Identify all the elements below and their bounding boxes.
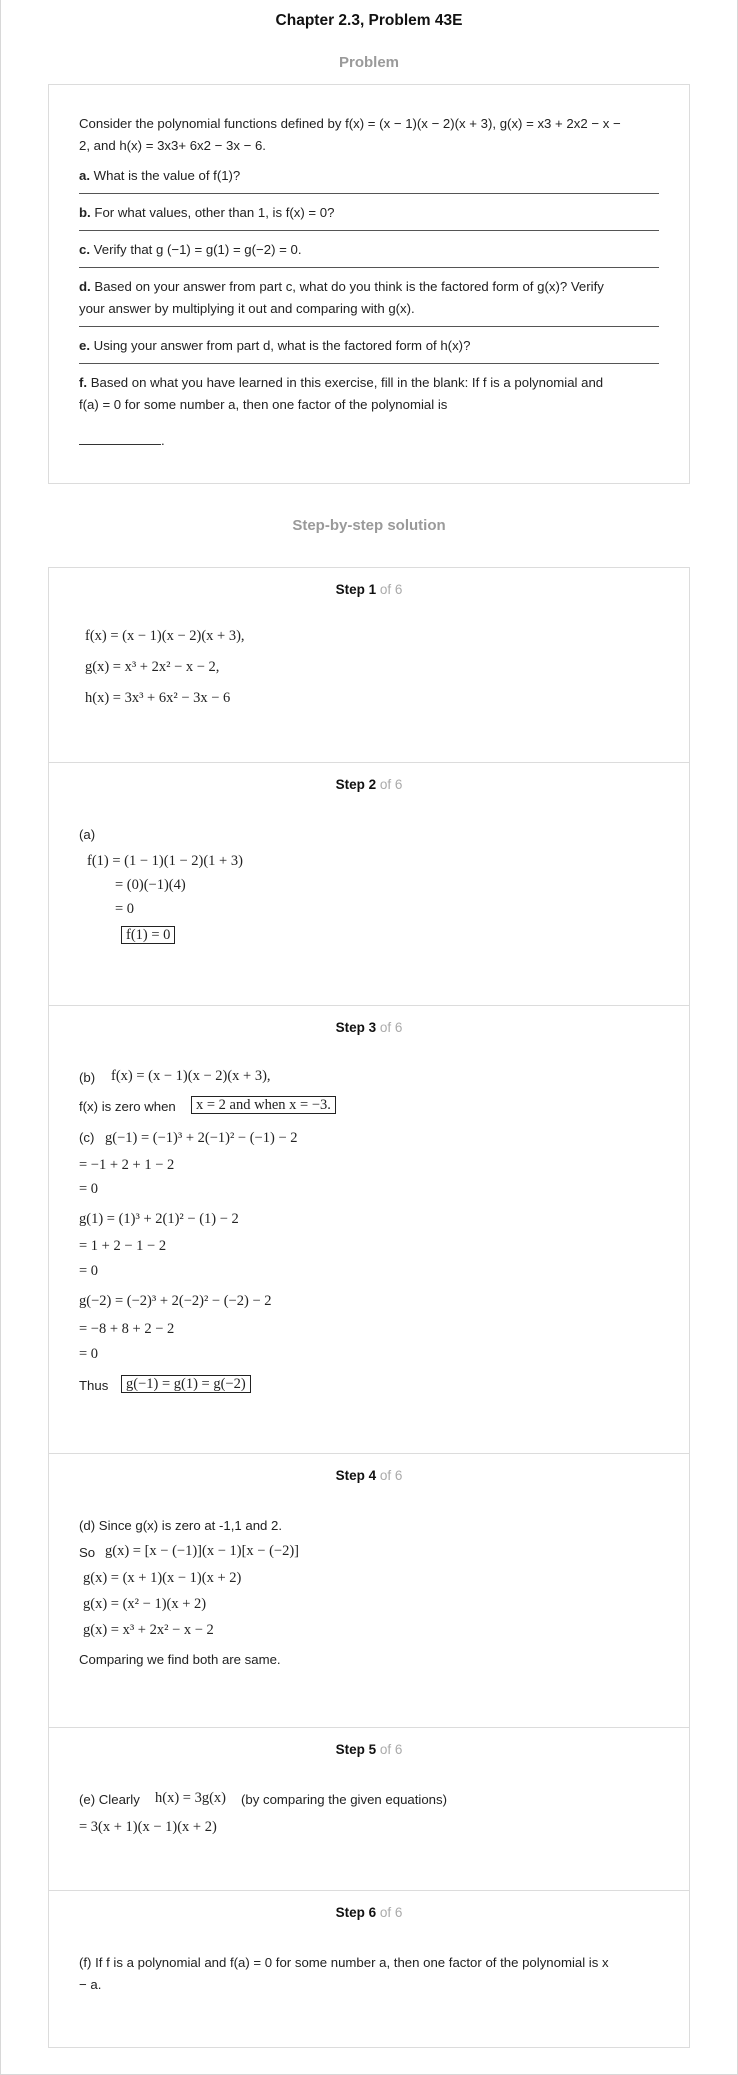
c-line-4: g(1) = (1)³ + 2(1)² − (1) − 2 (79, 1211, 239, 1227)
step-label: Step 3 (335, 1020, 377, 1035)
part-label: c. (79, 242, 90, 257)
step-2-header (79, 763, 659, 792)
part-text-line-2: your answer by multiplying it out and comparing with g(x). (79, 301, 415, 316)
step-count: of 6 (379, 1020, 403, 1035)
step-label: Step 2 (335, 777, 377, 792)
zero-text: f(x) is zero when (79, 1099, 176, 1114)
problem-heading: Problem (338, 54, 399, 71)
step-5-line-2: = 3(x + 1)(x − 1)(x + 2) (79, 1819, 217, 1835)
part-text: Verify that g (−1) = g(1) = g(−2) = 0. (93, 242, 302, 257)
answer-box: f(1) = 0 (121, 926, 175, 944)
step-label: Step 6 (335, 1905, 377, 1920)
step-6-card (48, 1890, 690, 2048)
step-count: of 6 (379, 1905, 403, 1920)
c-line-9: = 0 (79, 1346, 99, 1362)
d-line-4: g(x) = x³ + 2x² − x − 2 (83, 1622, 214, 1638)
problem-card (48, 84, 690, 484)
step-6-line-2: − a. (79, 1977, 102, 1992)
step-2-line-2: = (0)(−1)(4) (115, 877, 186, 893)
part-text: Using your answer from part d, what is the factored form of h(x)? (93, 338, 471, 353)
step-4-conclusion: Comparing we find both are same. (79, 1652, 281, 1667)
part-text: For what values, other than 1, is f(x) = 0? (94, 205, 335, 220)
thus-answer-box: g(−1) = g(1) = g(−2) (121, 1375, 251, 1393)
step-2-card (48, 762, 690, 1006)
step-4-intro: (d) Since g(x) is zero at -1,1 and 2. (79, 1518, 283, 1533)
step-3-header (79, 1006, 659, 1035)
problem-part-f: f. Based on what you have learned in this exercise, fill in the blank: If f is a polynomial and f(a) = 0 for some number a, then one factor of the polynomial is . (79, 375, 604, 448)
problem-intro-line-2: 2, and h(x) = 3x3+ 6x2 − 3x − 6. (79, 138, 266, 153)
problem-part-a (79, 157, 659, 194)
solution-heading: Step-by-step solution (292, 517, 446, 534)
d-line-3: g(x) = (x² − 1)(x + 2) (83, 1596, 207, 1612)
step-2-line-3: = 0 (115, 901, 135, 917)
step-count: of 6 (379, 777, 403, 792)
step-2-line-1: f(1) = (1 − 1)(1 − 2)(1 + 3) (87, 853, 243, 869)
d-line-1: g(x) = [x − (−1)](x − 1)[x − (−2)] (105, 1543, 300, 1559)
equation-f: f(x) = (x − 1)(x − 2)(x + 3), (85, 628, 245, 644)
part-label: a. (79, 168, 90, 183)
problem-part-e (79, 327, 659, 364)
equation-g: g(x) = x³ + 2x² − x − 2, (85, 659, 220, 675)
part-label: e. (79, 338, 90, 353)
step-5-intro: (e) Clearly (79, 1792, 140, 1807)
part-text: What is the value of f(1)? (93, 168, 241, 183)
step-count: of 6 (379, 1742, 403, 1757)
step-1-card (48, 567, 690, 763)
step-6-header (79, 1891, 659, 1920)
step-count: of 6 (379, 582, 403, 597)
step-4-header (79, 1454, 659, 1483)
c-line-3: = 0 (79, 1181, 99, 1197)
part-b-label: (b) (79, 1070, 96, 1085)
c-line-1: g(−1) = (−1)³ + 2(−1)² − (−1) − 2 (105, 1130, 298, 1146)
step-count: of 6 (379, 1468, 403, 1483)
step-3-card (48, 1005, 690, 1454)
step-label: Step 4 (335, 1468, 377, 1483)
step-4-card (48, 1453, 690, 1728)
c-line-5: = 1 + 2 − 1 − 2 (79, 1238, 167, 1254)
part-label: d. (79, 279, 91, 294)
part-b-equation: f(x) = (x − 1)(x − 2)(x + 3), (111, 1068, 271, 1084)
step-label: Step 1 (335, 582, 377, 597)
problem-part-d (79, 268, 659, 327)
part-label: b. (79, 205, 91, 220)
c-line-7: g(−2) = (−2)³ + 2(−2)² − (−2) − 2 (79, 1293, 272, 1309)
thus-label: Thus (79, 1378, 109, 1393)
step-label: Step 5 (335, 1742, 377, 1757)
problem-intro-line-1: Consider the polynomial functions defined by f(x) = (x − 1)(x − 2)(x + 3), g(x) = x3 + 2x2 − x − (79, 116, 621, 131)
c-line-2: = −1 + 2 + 1 − 2 (79, 1157, 175, 1173)
step-5-note: (by comparing the given equations) (241, 1792, 447, 1807)
part-label: f. (79, 375, 88, 390)
equation-h: h(x) = 3x³ + 6x² − 3x − 6 (85, 690, 231, 706)
part-text-line-1: Based on your answer from part c, what do you think is the factored form of g(x)? Verify (94, 279, 604, 294)
step-1-header (79, 568, 659, 597)
step-6-line-1: (f) If f is a polynomial and f(a) = 0 for some number a, then one factor of the polynomial is x (79, 1955, 609, 1970)
d-line-2: g(x) = (x + 1)(x − 1)(x + 2) (83, 1570, 242, 1586)
step-5-equation: h(x) = 3g(x) (155, 1790, 226, 1806)
part-c-label: (c) (79, 1130, 95, 1145)
step-5-header (79, 1728, 659, 1757)
part-text-line-2: f(a) = 0 for some number a, then one factor of the polynomial is (79, 397, 448, 412)
page-title: Chapter 2.3, Problem 43E (275, 12, 463, 29)
c-line-8: = −8 + 8 + 2 − 2 (79, 1321, 175, 1337)
so-label: So (79, 1545, 96, 1560)
answer-blank (79, 431, 161, 445)
zero-answer-box: x = 2 and when x = −3. (191, 1096, 336, 1114)
c-line-6: = 0 (79, 1263, 99, 1279)
problem-part-c (79, 231, 659, 268)
part-text-line-1: Based on what you have learned in this exercise, fill in the blank: If f is a polynomial and (90, 375, 604, 390)
step-5-card (48, 1727, 690, 1891)
problem-part-b (79, 194, 659, 231)
part-a-label: (a) (79, 827, 96, 842)
